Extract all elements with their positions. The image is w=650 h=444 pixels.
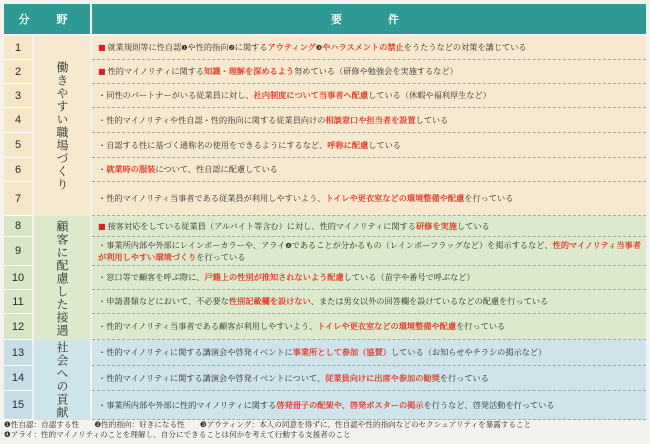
requirement-text [98, 164, 278, 175]
bullet: ・ [98, 164, 107, 174]
row-number: 6 [4, 158, 32, 182]
row-number: 7 [4, 182, 32, 216]
text-segment: 性的マイノリティに関する [107, 66, 205, 76]
requirement-text [98, 221, 490, 232]
text-segment: や性的指向 [187, 41, 229, 52]
text-segment: 申請書類などにおいて、不必要な [106, 296, 229, 306]
bullet: ・ [98, 90, 107, 100]
category-label: 社会への貢献 [55, 341, 69, 419]
requirement-row [92, 391, 646, 420]
requirement-text [98, 66, 458, 77]
text-segment: を行っている [439, 372, 489, 383]
bullet: ・ [98, 296, 107, 306]
text-segment: 努めている（研修や勉強会を実施するなど） [294, 66, 458, 76]
text-segment: であることが分かるもの（レインボーフラッグなど）を掲示するなど、 [291, 239, 553, 250]
bullet: ・ [98, 272, 107, 282]
highlight-phrase: 戸籍上の性別が推知されないよう配慮 [204, 272, 344, 282]
footnote-line: ❶性自認：自認する性 ❷性的指向：好きになる性 ❸アウティング：本人の同意を得ずに、性自認や性的指向などのセクシュアリティを暴露すること [4, 420, 532, 429]
row-number: 12 [4, 314, 32, 340]
requirement-row [92, 158, 646, 182]
requirement-row [92, 84, 646, 108]
text-segment: 事業所内部や外部に性的マイノリティに関する [106, 399, 277, 410]
row-number: 2 [4, 60, 32, 84]
text-segment: 接客対応をしている従業員（アルバイト等含む）に対し、性的マイノリティに関する [107, 220, 416, 231]
row-number: 9 [4, 237, 32, 266]
category-label: 顧客に配慮した接遇 [55, 219, 69, 337]
requirement-text [98, 373, 489, 384]
requirement-row [92, 108, 646, 133]
requirements-table [4, 4, 646, 440]
highlight-phrase: 相談窓口や担当者を設置 [325, 114, 416, 125]
requirement-row [92, 266, 646, 290]
requirement-row [92, 237, 646, 266]
priority-bullet: ■ [98, 67, 106, 76]
bullet: ・ [98, 139, 107, 150]
text-segment: をうたうなどの対策を講じている [403, 41, 527, 52]
requirement-text [98, 42, 527, 54]
highlight-phrase: 事業所として参加（協賛） [292, 347, 391, 357]
text-segment: している（苗字や番号で呼ぶなど） [343, 272, 475, 282]
highlight-phrase: アウティング [267, 41, 316, 52]
header-requirement: 要 件 [92, 4, 646, 34]
text-segment: している [368, 139, 401, 150]
text-segment: 同性のパートナーがいる従業員に対し、 [106, 90, 254, 100]
text-segment: 性的マイノリティに関する講演会や啓発イベントに [106, 347, 293, 357]
footnote-marker: ❸ [315, 43, 323, 52]
highlight-phrase: 性別記載欄を設けない [228, 296, 311, 306]
row-number: 8 [4, 216, 32, 237]
highlight-phrase: 就業時の服装 [106, 164, 156, 174]
requirement-text [98, 193, 513, 204]
requirement-text [98, 296, 548, 307]
requirement-text [98, 140, 401, 151]
highlight-phrase: トイレや更衣室などの環境整備や配慮 [325, 193, 465, 203]
requirement-text [98, 90, 491, 101]
bullet: ・ [98, 399, 107, 410]
bullet: ・ [98, 372, 107, 383]
text-segment: 性的マイノリティ当事者である従業員が利用しやすいよう、 [106, 193, 326, 203]
text-segment: 性的マイノリティや性自認・性的指向に関する従業員向けの [106, 114, 326, 125]
category-label: 働きやすい職場づくり [55, 61, 69, 191]
category-cell-customer [34, 216, 90, 340]
text-segment: を行っている [464, 193, 514, 203]
requirement-row [92, 340, 646, 366]
requirement-row [92, 133, 646, 158]
requirement-row [92, 216, 646, 237]
row-number: 1 [4, 36, 32, 60]
requirement-text [98, 347, 546, 358]
requirement-text [98, 321, 505, 332]
requirement-row [92, 60, 646, 84]
text-segment: 、または男女以外の回答欄を設けているなどの配慮を行っている [310, 296, 549, 306]
footnotes [4, 420, 646, 440]
row-number: 3 [4, 84, 32, 108]
requirement-row [92, 182, 646, 216]
bullet: ・ [98, 321, 107, 331]
text-segment: 自認する性に基づく通称名の使用をできるようにするなど、 [106, 139, 328, 150]
requirement-text [98, 400, 555, 411]
row-number: 10 [4, 266, 32, 290]
category-cell-workplace [34, 36, 90, 216]
bullet: ・ [98, 347, 107, 357]
requirement-row [92, 314, 646, 340]
footnote-line: ❹アライ：性的マイノリティのことを理解し、自分にできることは何かを考えて行動する支援者のこと [4, 430, 351, 439]
highlight-phrase: 性的マイノリティ当事者が利用しやすい環境づくり [98, 239, 641, 262]
requirement-row [92, 36, 646, 60]
text-segment: している [415, 114, 449, 125]
text-segment: している（休暇や福利厚生など） [368, 90, 491, 100]
requirement-text [98, 272, 475, 283]
highlight-phrase: 社内制度について当事者へ配慮 [253, 90, 369, 100]
row-number: 5 [4, 133, 32, 158]
text-segment: している [456, 220, 490, 231]
row-number: 13 [4, 340, 32, 366]
text-segment: を行うなど、啓発活動を行っている [423, 399, 555, 410]
highlight-phrase: 知識・理解を深めるよう [204, 66, 295, 76]
highlight-phrase: やハラスメントの禁止 [322, 41, 404, 52]
priority-bullet: ■ [98, 42, 106, 52]
text-segment: 事業所内部や外部にレインボーカラーや、アライ [106, 239, 286, 250]
highlight-phrase: 呼称に配慮 [327, 139, 369, 150]
text-segment: を行っている [196, 251, 246, 262]
row-number: 14 [4, 366, 32, 391]
text-segment: している（お知らせやチラシの掲示など） [390, 347, 547, 357]
category-cell-society [34, 340, 90, 420]
header-category: 分 野 [4, 4, 90, 34]
text-segment: 性的マイノリティに関する講演会や啓発イベントについて、 [106, 372, 326, 383]
row-number: 4 [4, 108, 32, 133]
text-segment: について、性自認に配慮している [155, 164, 278, 174]
requirement-row [92, 366, 646, 391]
requirement-text [98, 240, 642, 263]
bullet: ・ [98, 239, 107, 250]
bullet: ・ [98, 193, 107, 203]
row-number: 11 [4, 290, 32, 314]
requirement-row [92, 290, 646, 314]
highlight-phrase: トイレや更衣室などの環境整備や配慮 [317, 321, 457, 331]
footnote-marker: ❹ [285, 241, 292, 250]
highlight-phrase: 従業員向けに出席や参加の勧奨 [325, 372, 440, 383]
text-segment: 性的マイノリティ当事者である顧客が利用しやすいよう、 [106, 321, 318, 331]
text-segment: 就業規則等に性自認 [107, 41, 182, 52]
text-segment: に関する [234, 41, 268, 52]
footnote-marker: ❷ [228, 43, 235, 52]
footnote-marker: ❶ [181, 43, 188, 52]
row-number: 15 [4, 391, 32, 420]
bullet: ・ [98, 114, 107, 125]
highlight-phrase: 研修を実施 [415, 220, 457, 231]
priority-bullet: ■ [98, 221, 106, 231]
highlight-phrase: 啓発冊子の配架や、啓発ポスターの掲示 [276, 399, 424, 410]
text-segment: を行っている [456, 321, 506, 331]
text-segment: 窓口等で顧客を呼ぶ際に、 [106, 272, 205, 282]
requirement-text [98, 115, 448, 126]
